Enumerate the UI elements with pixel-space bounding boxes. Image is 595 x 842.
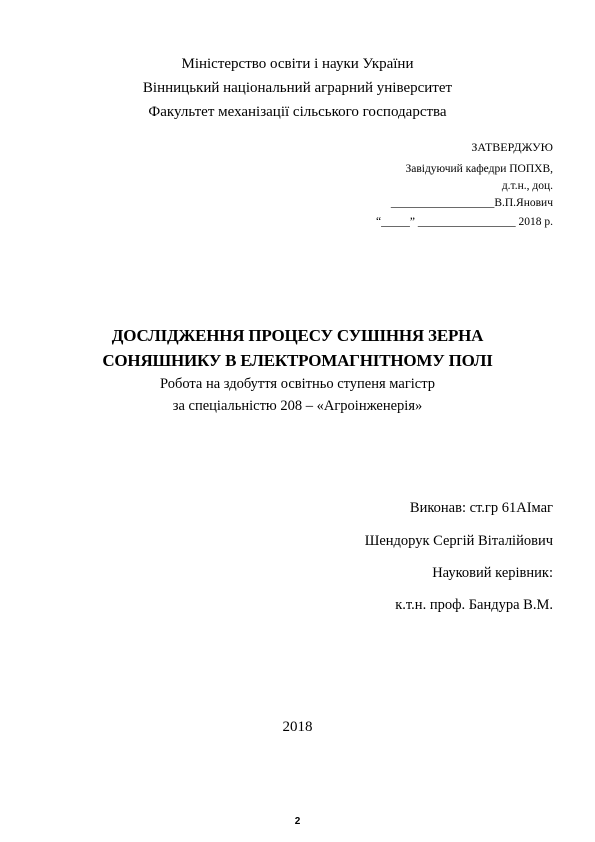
approval-date-line: “_____” _________________ 2018 р.: [376, 216, 553, 228]
supervisor-name: к.т.н. проф. Бандура В.М.: [395, 597, 553, 613]
approval-heading: ЗАТВЕРДЖУЮ: [471, 140, 553, 154]
faculty-line: Факультет механізації сільського господарства: [148, 104, 447, 120]
ministry-line: Міністерство освіти і науки України: [181, 56, 414, 72]
approval-signature-line: __________________В.П.Янович: [390, 197, 553, 209]
year: 2018: [282, 719, 313, 735]
performed-by: Виконав: ст.гр 61АІмаг: [409, 500, 553, 516]
supervisor-label: Науковий керівник:: [432, 565, 553, 581]
thesis-title-line2: СОНЯШНИКУ В ЕЛЕКТРОМАГНІТНОМУ ПОЛІ: [102, 351, 493, 370]
thesis-subtitle-degree: Робота на здобуття освітньо ступеня магістр: [159, 376, 435, 392]
student-name: Шендорук Сергій Віталійович: [364, 533, 553, 549]
approval-position: Завідуючий кафедри ПОПХВ,: [405, 163, 553, 175]
thesis-title-line1: ДОСЛІДЖЕННЯ ПРОЦЕСУ СУШІННЯ ЗЕРНА: [111, 326, 484, 345]
approval-degree: д.т.н., доц.: [501, 180, 553, 192]
university-line: Вінницький національний аграрний університет: [142, 80, 453, 96]
page-number: 2: [294, 816, 301, 827]
thesis-subtitle-specialty: за спеціальністю 208 – «Агроінженерія»: [172, 398, 423, 414]
